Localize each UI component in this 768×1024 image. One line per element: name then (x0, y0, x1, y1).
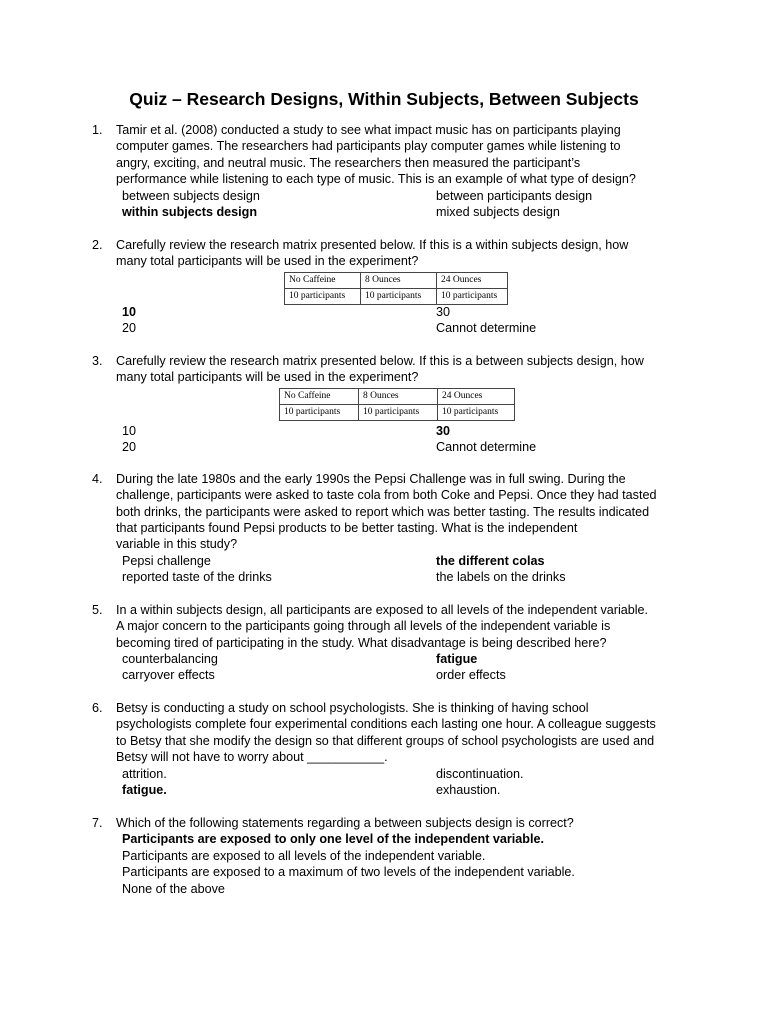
answer-option: order effects (436, 668, 506, 682)
matrix-header: 24 Ounces (438, 389, 515, 405)
answer-option: 20 (122, 321, 137, 335)
question-line: variable in this study? (116, 537, 238, 552)
question-line: many total participants will be used in the experiment? (116, 370, 419, 385)
question-line: Betsy is conducting a study on school psychologists. She is thinking of having school (116, 701, 589, 715)
answer-option: None of the above (122, 882, 225, 896)
question-text (116, 700, 686, 765)
answer-option-correct: 30 (436, 424, 451, 438)
question-text (116, 353, 686, 386)
question-line: Tamir et al. (2008) conducted a study to see what impact music has on participants playing (116, 123, 621, 137)
answer-option-correct: the different colas (436, 554, 545, 568)
answer-option: between participants design (436, 189, 593, 203)
question-line: angry, exciting, and neutral music. The researchers then measured the participant’s (116, 155, 581, 170)
answer-option: between subjects design (122, 189, 260, 203)
answer-option-correct: fatigue (436, 652, 478, 666)
answer-option: attrition. (122, 767, 167, 781)
answer-option-correct: fatigue. (122, 783, 167, 797)
answer-option: Participants are exposed to a maximum of two levels of the independent variable. (122, 865, 575, 879)
question-line: In a within subjects design, all participants are exposed to all levels of the independent variable. (116, 603, 649, 617)
answer-option: carryover effects (122, 668, 215, 682)
question-number: 4. (92, 472, 103, 486)
answer-option-correct: Participants are exposed to only one level of the independent variable. (122, 832, 545, 846)
answer-option: Participants are exposed to all levels of the independent variable. (122, 849, 486, 863)
matrix-header: 24 Ounces (437, 273, 508, 289)
answer-option: the labels on the drinks (436, 570, 566, 584)
question-line: computer games. The researchers had participants play computer games while listening to (116, 139, 621, 154)
question-text (116, 471, 686, 552)
matrix-header: No Caffeine (280, 389, 359, 405)
question-line: to Betsy that she modify the design so that different groups of school psychologists are used and (116, 733, 655, 748)
answer-option: Cannot determine (436, 321, 537, 335)
matrix-header: 8 Ounces (359, 389, 438, 405)
answer-option: exhaustion. (436, 783, 501, 797)
question-line: psychologists complete four experimental conditions each lasting one hour. A colleague suggests (116, 717, 656, 732)
question-number: 3. (92, 354, 103, 368)
question-text (116, 602, 686, 651)
question-text (116, 122, 686, 187)
matrix-cell: 10 participants (359, 405, 438, 421)
matrix-cell: 10 participants (285, 289, 361, 305)
question-text (116, 237, 686, 270)
page-title: Quiz – Research Designs, Within Subjects, Between Subjects (129, 89, 639, 109)
question-number: 1. (92, 123, 103, 137)
question-line: that participants found Pepsi products to be better tasting. What is the independent (116, 520, 578, 535)
question-line: During the late 1980s and the early 1990s the Pepsi Challenge was in full swing. During the (116, 472, 626, 486)
question-line: challenge, participants were asked to taste cola from both Coke and Pepsi. Once they had tasted (116, 488, 657, 503)
matrix-cell: 10 participants (437, 289, 508, 305)
question-number: 5. (92, 603, 103, 617)
matrix-header: No Caffeine (285, 273, 361, 289)
answer-option: 30 (436, 305, 451, 319)
research-matrix (284, 272, 508, 305)
answer-option: 20 (122, 440, 137, 454)
answer-option: Pepsi challenge (122, 554, 211, 568)
question-line: performance while listening to each type of music. This is an example of what type of design? (116, 171, 636, 186)
answer-option: reported taste of the drinks (122, 570, 272, 584)
question-line: both drinks, the participants were asked to report which was better tasting. The results indicated (116, 504, 650, 519)
question-line: becoming tired of participating in the study. What disadvantage is being described here? (116, 635, 607, 650)
question-line: Betsy will not have to worry about ___________. (116, 749, 388, 764)
question-number: 2. (92, 238, 103, 252)
matrix-cell: 10 participants (438, 405, 515, 421)
question-line: Which of the following statements regarding a between subjects design is correct? (116, 816, 574, 830)
question-text (116, 815, 686, 831)
matrix-header: 8 Ounces (361, 273, 437, 289)
research-matrix (279, 388, 515, 421)
question-line: Carefully review the research matrix presented below. If this is a between subjects design, how (116, 354, 644, 368)
question-line: Carefully review the research matrix presented below. If this is a within subjects design, how (116, 238, 629, 252)
answer-option: 10 (122, 424, 137, 438)
matrix-cell: 10 participants (280, 405, 359, 421)
matrix-cell: 10 participants (361, 289, 437, 305)
answer-option: discontinuation. (436, 767, 524, 781)
question-line: A major concern to the participants going through all levels of the independent variable is (116, 619, 611, 634)
question-line: many total participants will be used in the experiment? (116, 254, 419, 269)
answer-option: mixed subjects design (436, 205, 560, 219)
answer-option-correct: 10 (122, 305, 137, 319)
answer-option-correct: within subjects design (122, 205, 258, 219)
question-number: 7. (92, 816, 103, 830)
question-number: 6. (92, 701, 103, 715)
answer-option: Cannot determine (436, 440, 537, 454)
answer-option: counterbalancing (122, 652, 218, 666)
